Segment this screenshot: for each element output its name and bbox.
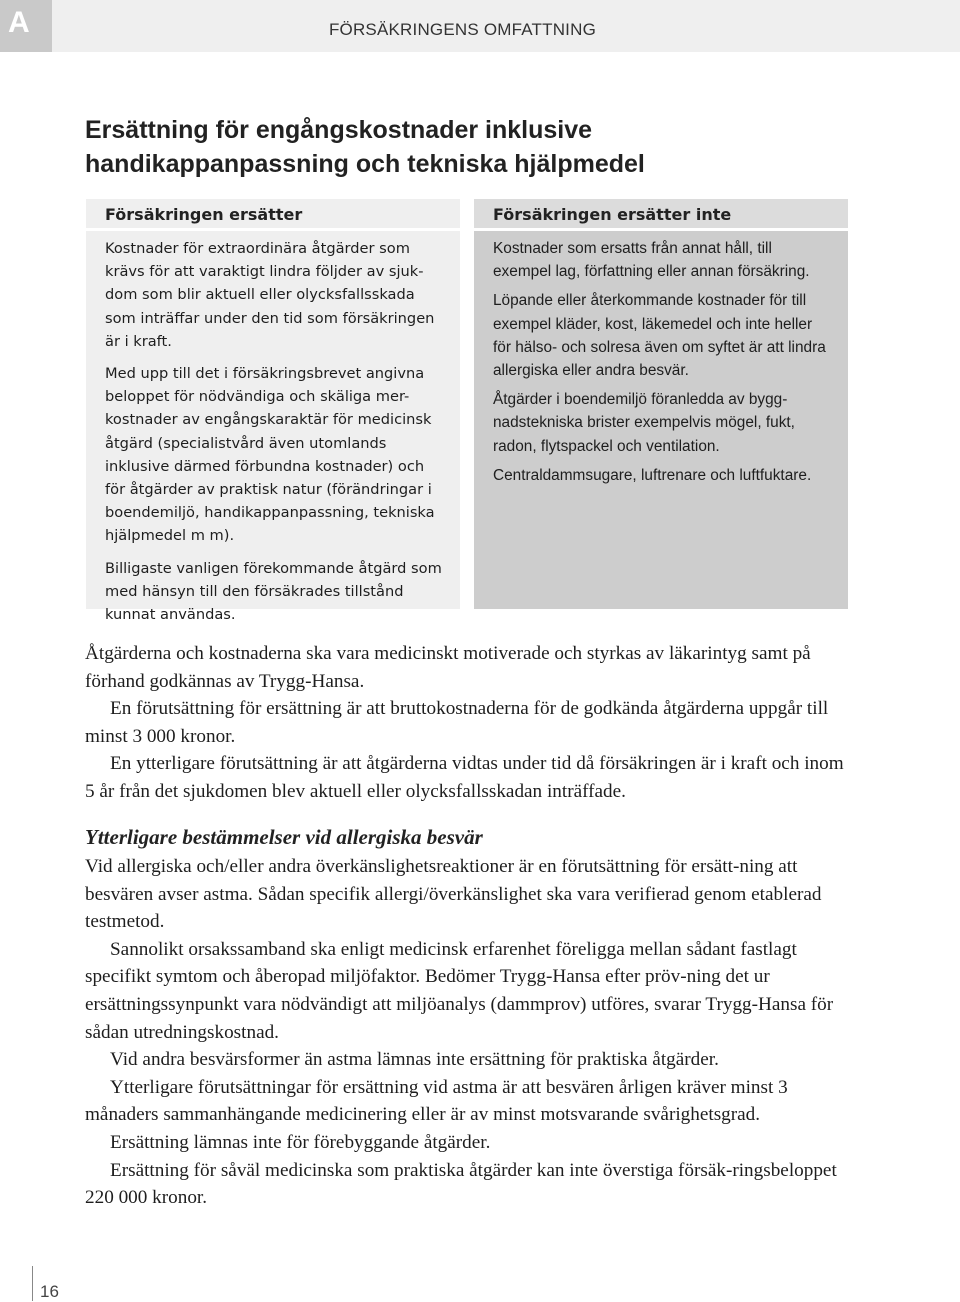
not-covered-column bbox=[474, 199, 848, 609]
covered-body bbox=[86, 231, 460, 626]
body-paragraph: En ytterligare förutsättning är att åtgärderna vidtas under tid då försäkringen är i kraft och inom 5 år från det sjukdomen blev aktuell eller olycksfallsskadan inträffade. bbox=[85, 753, 844, 802]
page-number-rule bbox=[32, 1266, 33, 1301]
allergy-subheading: Ytterligare bestämmelser vid allergiska besvär bbox=[85, 825, 483, 849]
not-covered-paragraph: Centraldammsugare, luftrenare och luftfuktare. bbox=[493, 466, 812, 484]
page-number: 16 bbox=[40, 1282, 59, 1301]
section-title-line-1: Ersättning för engångskostnader inklusive bbox=[85, 116, 593, 144]
not-covered-body bbox=[474, 231, 848, 487]
not-covered-paragraph: Kostnader som ersatts från annat håll, till exempel lag, författning eller annan försäkring. bbox=[493, 240, 810, 281]
not-covered-paragraph: Löpande eller återkommande kostnader för till exempel kläder, kost, läkemedel och inte heller för hälso- och solresa även om syftet är att lindra allergiska eller andra besvär. bbox=[493, 292, 826, 380]
covered-heading: Försäkringen ersätter bbox=[86, 199, 460, 231]
body-paragraph: Åtgärderna och kostnaderna ska vara medicinskt motiverade och styrkas av läkarintyg samt på förhand godkännas av Trygg-Hansa. bbox=[85, 643, 811, 692]
allergy-paragraph: Ytterligare förutsättningar för ersättning vid astma är att besvären årligen kräver minst 3 månaders sammanhängande medicinering eller är av minst motsvarande svårighetsgrad. bbox=[85, 1076, 788, 1126]
covered-paragraph: Billigaste vanligen förekommande åtgärd som med hänsyn till den försäkrades tillstånd kunnat användas. bbox=[105, 559, 442, 624]
allergy-paragraph: Ersättning för såväl medicinska som praktiska åtgärder kan inte överstiga försäk-ringsbeloppet 220 000 kronor. bbox=[85, 1159, 837, 1209]
body-paragraph: En förutsättning för ersättning är att bruttokostnaderna för de godkända åtgärderna uppgår till minst 3 000 kronor. bbox=[85, 698, 829, 747]
not-covered-paragraph: Åtgärder i boendemiljö föranledda av bygg-nadstekniska brister exempelvis mögel, fukt, radon, flytspackel och ventilation. bbox=[493, 391, 795, 455]
allergy-paragraph: Vid andra besvärsformer än astma lämnas inte ersättning för praktiska åtgärder. bbox=[110, 1049, 719, 1071]
section-title bbox=[85, 113, 845, 181]
section-letter-tab: A bbox=[0, 0, 52, 52]
conditions-text bbox=[85, 640, 855, 806]
allergy-paragraph: Ersättning lämnas inte för förebyggande åtgärder. bbox=[110, 1131, 491, 1153]
allergy-paragraph: Vid allergiska och/eller andra överkänslighetsreaktioner är en förutsättning för ersätt-ning att besvären avser astma. Sådan specifik allergi/överkänslighet ska vara verifierad genom etablerad testmetod. bbox=[85, 856, 822, 933]
allergy-text bbox=[85, 853, 855, 1212]
allergy-paragraph: Sannolikt orsakssamband ska enligt medicinsk erfarenhet föreligga mellan sådant fastlagt specifikt symtom och åberopad miljöfaktor. Bedömer Trygg-Hansa efter pröv-ning det ur ersättningssynpunkt vara nödvändigt att miljöanalys (dammprov) utföres, svarar Trygg-Hansa för sådan utredningskostnad. bbox=[85, 938, 834, 1043]
covered-column bbox=[86, 199, 460, 624]
running-header: FÖRSÄKRINGENS OMFATTNING bbox=[328, 20, 596, 39]
section-title-line-2: handikappanpassning och tekniska hjälpmedel bbox=[85, 150, 645, 178]
covered-paragraph: Kostnader för extraordinära åtgärder som krävs för att varaktigt lindra följder av sjuk-dom som blir aktuell eller olycksfallsskada som inträffar under den tid som försäkringen är i kraft. bbox=[105, 240, 435, 350]
not-covered-heading: Försäkringen ersätter inte bbox=[474, 199, 848, 231]
covered-paragraph: Med upp till det i försäkringsbrevet angivna beloppet för nödvändiga och skäliga mer-kostnader av engångskaraktär för medicinsk åtgärd (specialistvård även utomlands inklusive därmed förbundna kostnader) och för åtgärder av praktisk natur (förändringar i boendemiljö, handikappanpassning, tekniska hjälpmedel m m). bbox=[105, 365, 435, 545]
header-bar bbox=[0, 0, 960, 52]
